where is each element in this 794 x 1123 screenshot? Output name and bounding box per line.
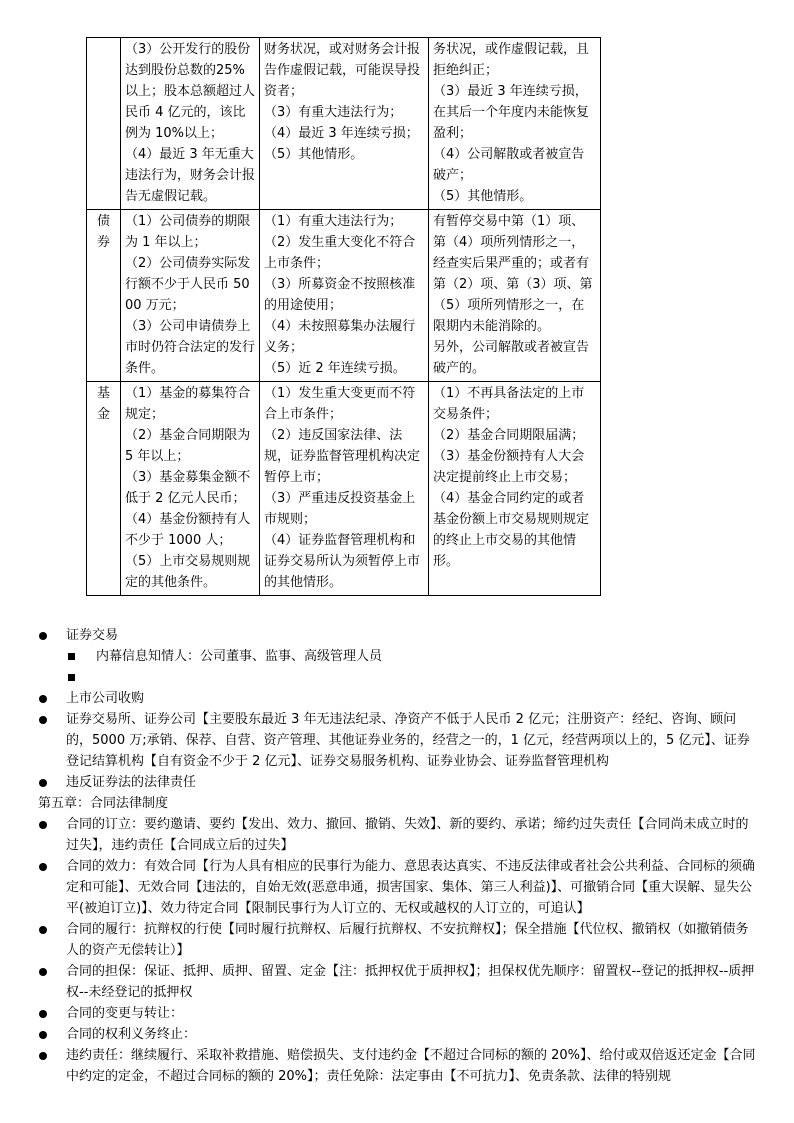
bullet-icon: [39, 1031, 47, 1039]
bullet-icon: [39, 821, 47, 829]
bullet-text: 合同的权利义务终止：: [66, 1027, 197, 1042]
chapter-bullet-item: [38, 961, 760, 1003]
bullet-text: 合同的效力：有效合同【行为人具有相应的民事行为能力、意思表达真实、不违反法律或者社会公共利益、合同标的须确定和可能】、无效合同【违法的，自始无效(恶意串通，损害国家、集体、第三人利益)】、可撤销合同【重大误解、显失公平(被迫订立)】、效力待定合同【限制民事行为人订立的、无权或越权的人订立的，可追认】: [66, 859, 756, 916]
bullet-liability: [38, 772, 760, 793]
bullet-text: 合同的变更与转让：: [66, 1006, 184, 1021]
cell-line: （3）基金募集金额不低于 2 亿元人民币；: [125, 470, 251, 506]
cell-line: 务状况，或作虚假记载，且拒绝纠正；: [433, 42, 590, 78]
cell-line: （2）公司债券实际发行额不少于人民币 5000 万元；: [125, 256, 251, 313]
cell-line: （2）发生重大变化不符合上市条件；: [264, 235, 416, 271]
bullet-icon: [39, 632, 47, 640]
bullet-text: 上市公司收购: [66, 691, 145, 706]
sub-bullet-text-empty: [96, 670, 100, 685]
securities-listing-table: [86, 37, 601, 596]
cell-listing-conditions: [121, 382, 260, 596]
cell-line: （3）所募资金不按照核准的用途使用；: [264, 277, 416, 313]
cell-line: （1）不再具备法定的上市交易条件；: [433, 386, 585, 422]
cell-line: （4）未按照募集办法履行义务；: [264, 319, 416, 355]
chapter-bullet-item: [38, 1045, 760, 1087]
cell-line: （1）有重大违法行为；: [264, 214, 403, 229]
bullet-text: 证券交易: [66, 628, 119, 643]
table-row: [87, 210, 601, 382]
cell-line: （3）有重大违法行为；: [264, 105, 403, 120]
bullet-acquisition: [38, 688, 760, 709]
cell-line: 另外，公司解散或者被宣告破产的。: [433, 340, 590, 376]
bullet-icon: [39, 863, 47, 871]
bullet-icon: [39, 968, 47, 976]
bullet-icon: [39, 1010, 47, 1018]
cell-line: （3）最近 3 年连续亏损，在其后一个年度内未能恢复盈利；: [433, 84, 590, 141]
cell-line: 有暂停交易中第（1）项、第（4）项所列情形之一，经查实后果严重的；或者有第（2）项、第（3）项、第（5）项所列情形之一，在限期内未能消除的。: [433, 214, 593, 334]
cell-line: （5）其他情形。: [264, 147, 364, 162]
cell-line: （3）基金份额持有人大会决定提前终止上市交易；: [433, 449, 585, 485]
chapter-bullet-item: [38, 1024, 760, 1045]
square-bullet-icon: [68, 653, 75, 660]
cell-line: （3）公开发行的股份达到股份总数的25%以上；股本总额超过人民币 4 亿元的，该比例为 10%以上；: [125, 42, 256, 141]
bullet-text: 合同的订立：要约邀请、要约【发出、效力、撤回、撤销、失效】、新的要约、承诺；缔约过失责任【合同尚未成立时的过失】，违约责任【合同成立后的过失】: [66, 817, 749, 853]
sub-bullet-text: 内幕信息知情人：公司董事、监事、高级管理人员: [96, 649, 383, 664]
cell-category: 债券: [87, 210, 121, 382]
cell-line: （5）上市交易规则规定的其他条件。: [125, 554, 251, 590]
cell-line: （1）基金的募集符合规定；: [125, 386, 251, 422]
bullet-icon: [39, 716, 47, 724]
table-row: [87, 382, 601, 596]
cell-line: （4）最近 3 年连续亏损；: [264, 126, 419, 141]
cell-line: （2）违反国家法律、法规，证券监督管理机构决定暂停上市；: [264, 428, 421, 485]
chapter-bullet-item: [38, 856, 760, 919]
bullet-securities-trading: [38, 625, 760, 646]
chapter-items: [38, 814, 760, 1087]
cell-line: （4）基金合同约定的或者基金份额上市交易规则规定的终止上市交易的其他情形。: [433, 491, 590, 569]
cell-line: （5）近 2 年连续亏损。: [264, 361, 406, 376]
chapter-bullet-item: [38, 814, 760, 856]
cell-line: （4）最近 3 年无重大违法行为，财务会计报告无虚假记载。: [125, 147, 256, 204]
chapter-bullet-item: [38, 1003, 760, 1024]
chapter-heading: 第五章：合同法律制度: [38, 796, 169, 811]
cell-line: （5）其他情形。: [433, 189, 533, 204]
cell-listing-conditions: [121, 210, 260, 382]
table-row: [87, 38, 601, 210]
bullet-icon: [39, 1052, 47, 1060]
bullet-text: 违约责任：继续履行、采取补救措施、赔偿损失、支付违约金【不超过合同标的额的 20%】、给付或双倍返还定金【合同中约定的定金，不超过合同标的额的 20%】；责任免除：法定事由【不可抗力】、免责条款、法律的特别规: [66, 1048, 756, 1084]
cell-category: 基金: [87, 382, 121, 596]
bullet-text: 证券交易所、证券公司【主要股东最近 3 年无违法纪录、净资产不低于人民币 2 亿元；注册资产：经纪、咨询、顾问的，5000 万;承销、保荐、自营、资产管理、其他证券业务的，经营之一的，1 亿元，经营两项以上的，5 亿元】、证券登记结算机构【自有资金不少于 2 亿元】、证券交易服务机构、证券业协会、证券监督管理机构: [66, 712, 750, 769]
bullet-institutions: [38, 709, 760, 772]
cell-line: （4）证券监督管理机构和证券交易所认为须暂停上市的其他情形。: [264, 533, 421, 590]
bullet-text: 合同的履行：抗辩权的行使【同时履行抗辩权、后履行抗辩权、不安抗辩权】；保全措施【代位权、撤销权（如撤销债务人的资产无偿转让）】: [66, 922, 749, 958]
cell-line: （3）严重违反投资基金上市规则；: [264, 491, 416, 527]
bullet-text: 违反证券法的法律责任: [66, 775, 197, 790]
bullet-text: 合同的担保：保证、抵押、质押、留置、定金【注：抵押权优于质押权】；担保权优先顺序：留置权--登记的抵押权--质押权--未经登记的抵押权: [66, 964, 755, 1000]
bullet-icon: [39, 695, 47, 703]
table-body: [87, 38, 601, 596]
sub-bullet-empty: [38, 667, 760, 688]
bullet-icon: [39, 926, 47, 934]
notes-section: [38, 625, 760, 1087]
cell-line: （1）发生重大变更而不符合上市条件；: [264, 386, 416, 422]
cell-line: （4）公司解散或者被宣告破产；: [433, 147, 585, 183]
cell-line: （1）公司债券的期限为 1 年以上；: [125, 214, 251, 250]
cell-suspension: [260, 382, 429, 596]
square-bullet-icon: [68, 674, 75, 681]
cell-termination: [429, 382, 601, 596]
cell-line: （2）基金合同期限届满；: [433, 428, 585, 443]
cell-line: （3）公司申请债券上市时仍符合法定的发行条件。: [125, 319, 256, 376]
cell-line: （2）基金合同期限为 5 年以上；: [125, 428, 251, 464]
chapter-bullet-item: [38, 919, 760, 961]
cell-termination: [429, 210, 601, 382]
cell-category: [87, 38, 121, 210]
cell-listing-conditions: [121, 38, 260, 210]
sub-bullet-insider: [38, 646, 760, 667]
cell-termination: [429, 38, 601, 210]
cell-suspension: [260, 38, 429, 210]
cell-line: （4）基金份额持有人不少于 1000 人；: [125, 512, 251, 548]
cell-suspension: [260, 210, 429, 382]
bullet-icon: [39, 779, 47, 787]
cell-line: 财务状况，或对财务会计报告作虚假记载，可能误导投资者；: [264, 42, 421, 99]
